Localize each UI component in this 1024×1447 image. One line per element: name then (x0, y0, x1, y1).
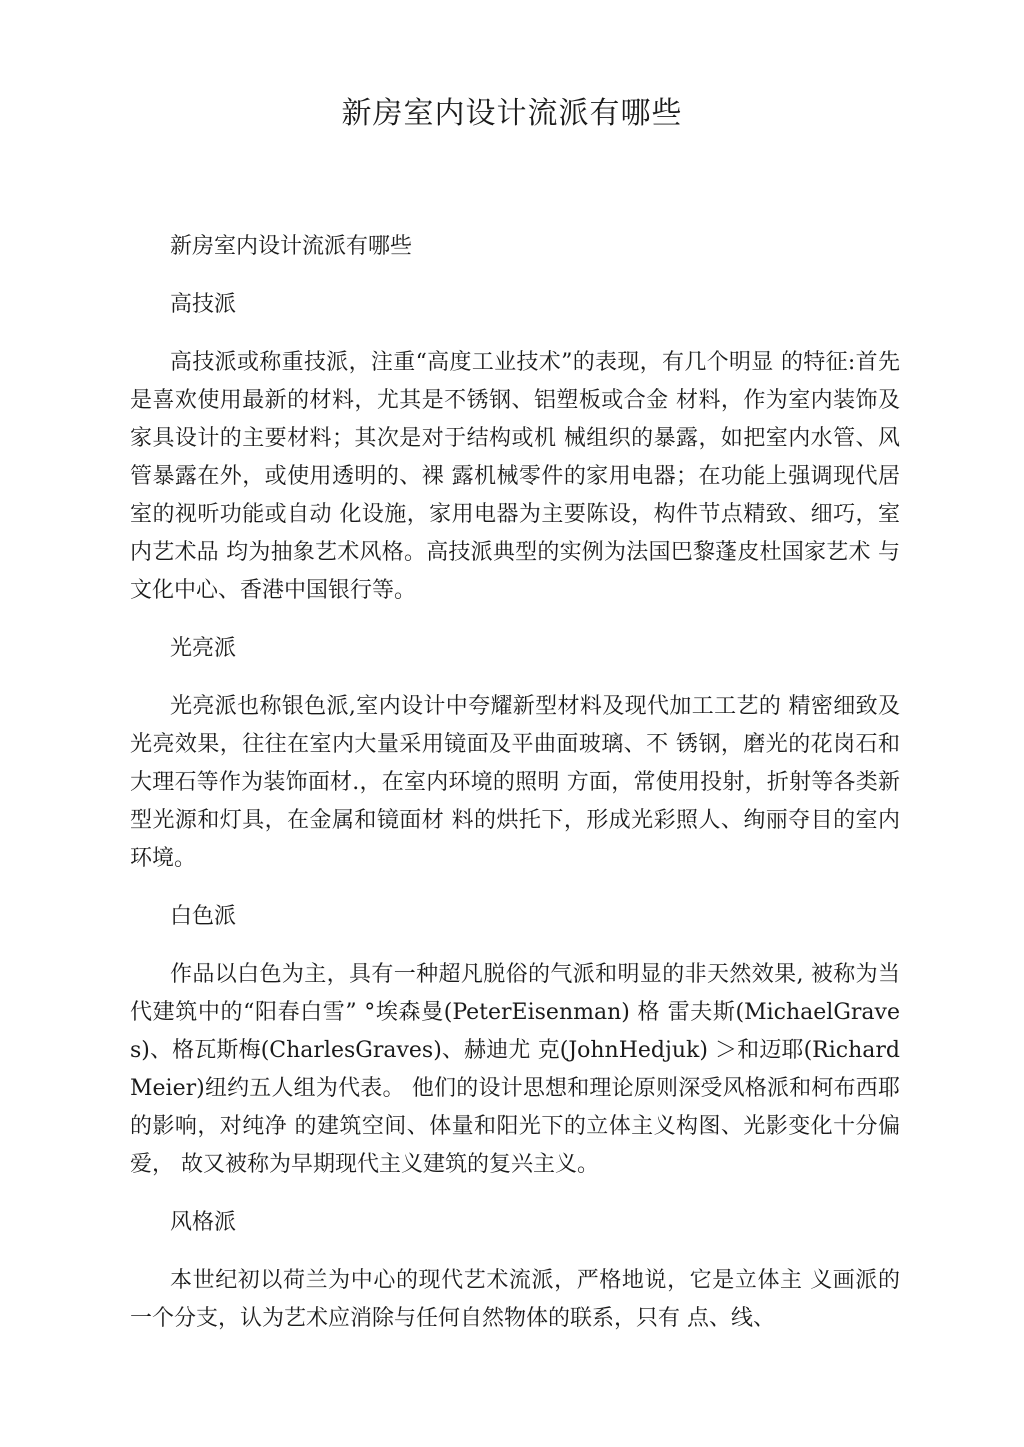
document-title: 新房室内设计流派有哪些 (341, 96, 683, 131)
paragraph-high-tech: 高技派或称重技派，注重“高度工业技术”的表现，有几个明显 的特征:首先是喜欢使用最新的材料，尤其是不锈钢、铝塑板或合金 材料，作为室内装饰及家具设计的主要材料；其次是对于结构或机 械组织的暴露，如把室内水管、风管暴露在外，或使用透明的、裸 露机械零件的家用电器；在功能上强调现代居室的视听功能或自动 化设施，家用电器为主要陈设，构件节点精致、细巧，室内艺术品 均为抽象艺术风格。高技派典型的实例为法国巴黎蓬皮杜国家艺术 与文化中心、香港中国银行等。 (130, 350, 900, 603)
paragraph-white: 作品以白色为主，具有一种超凡脱俗的气派和明显的非天然效果, 被称为当代建筑中的“阳春白雪” °埃森曼(PeterEisenman) 格 雷夫斯(MichaelGraves)、格瓦斯梅(CharlesGraves)、赫迪尤 克(JohnHedjuk) ＞和迈耶(RichardMeier)纽约五人组为代表。 他们的设计思想和理论原则深受风格派和柯布西耶的影响，对纯净 的建筑空间、体量和阳光下的立体主义构图、光影变化十分偏爱， 故又被称为早期现代主义建筑的复兴主义。 (130, 962, 900, 1177)
paragraph-de-stijl: 本世纪初以荷兰为中心的现代艺术流派，严格地说，它是立体主 义画派的一个分支，认为艺术应消除与任何自然物体的联系，只有 点、线、 (130, 1268, 900, 1331)
section-heading-de-stijl: 风格派 (170, 1210, 237, 1235)
section-heading-white: 白色派 (170, 904, 237, 929)
document-body (130, 228, 900, 1358)
section-heading-high-tech: 高技派 (170, 292, 237, 317)
section-heading-glossy: 光亮派 (170, 636, 237, 661)
section-heading-intro: 新房室内设计流派有哪些 (170, 234, 413, 259)
paragraph-glossy: 光亮派也称银色派,室内设计中夸耀新型材料及现代加工工艺的 精密细致及光亮效果，往往在室内大量采用镜面及平曲面玻璃、不 锈钢，磨光的花岗石和大理石等作为装饰面材.，在室内环境的照明 方面，常使用投射，折射等各类新型光源和灯具，在金属和镜面材 料的烘托下，形成光彩照人、绚丽夺目的室内环境。 (130, 694, 900, 871)
